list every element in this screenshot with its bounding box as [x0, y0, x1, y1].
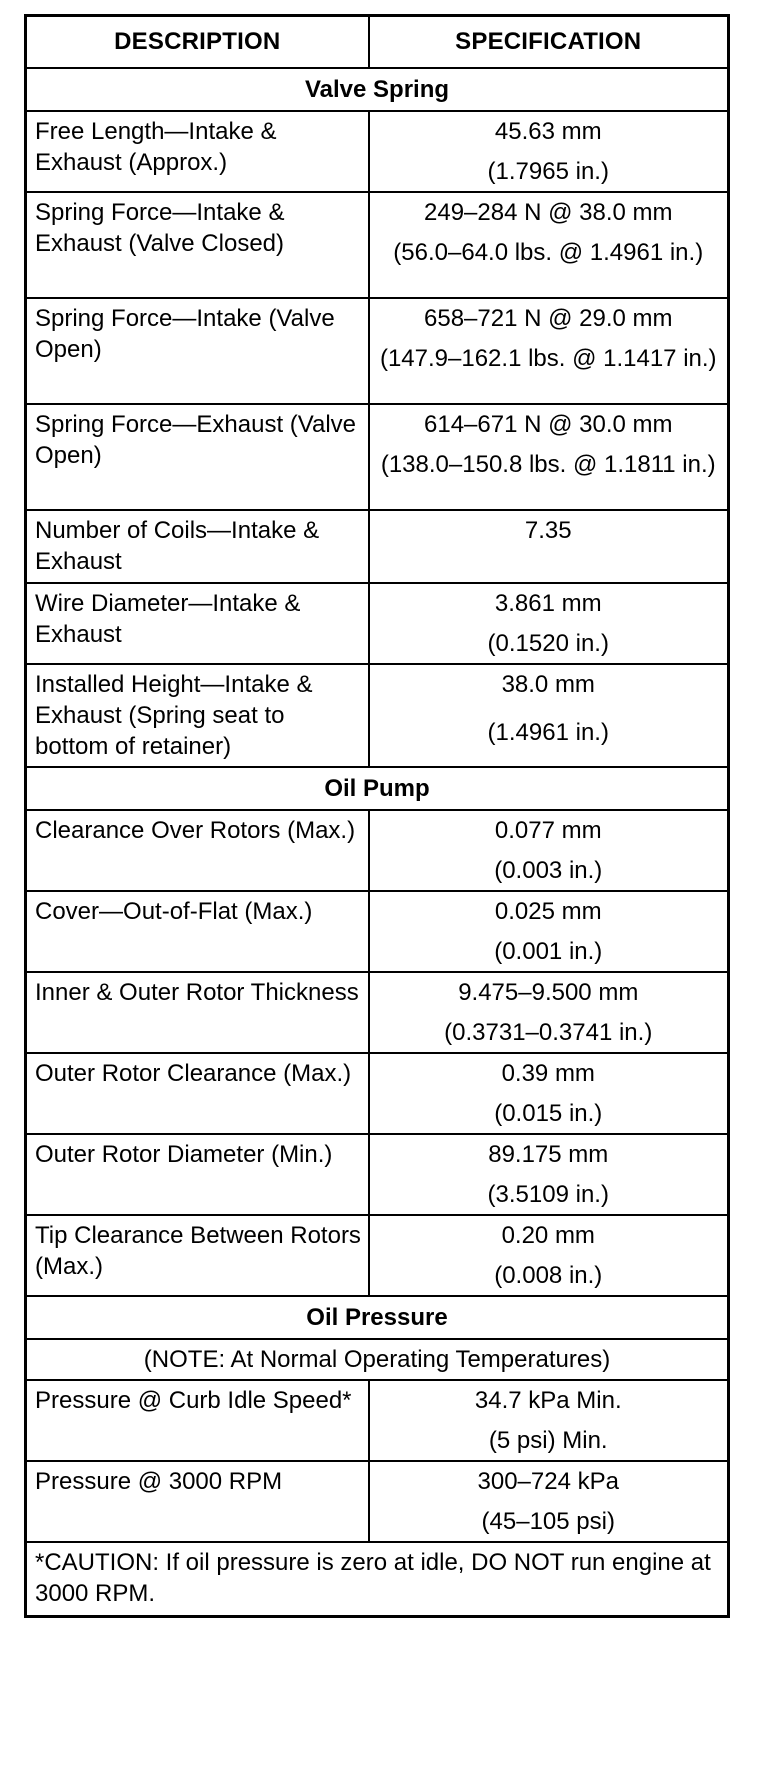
spec-metric: 658–721 N @ 29.0 mm [424, 305, 673, 332]
spec-metric: 614–671 N @ 30.0 mm [424, 411, 673, 438]
spec-imperial: (3.5109 in.) [487, 1181, 609, 1208]
row-description: Number of Coils—Intake & Exhaust [26, 510, 369, 583]
spec-imperial: (45–105 psi) [481, 1508, 615, 1535]
spec-imperial: (5 psi) Min. [488, 1427, 608, 1454]
row-description: Outer Rotor Clearance (Max.) [26, 1053, 369, 1134]
spec-metric: 0.20 mm [501, 1222, 595, 1249]
row-description: Installed Height—Intake & Exhaust (Spring seat to bottom of retainer) [26, 664, 369, 767]
row-description: Free Length—Intake & Exhaust (Approx.) [26, 111, 369, 192]
section-header-oil-pump [26, 767, 729, 810]
row-description: Spring Force—Intake & Exhaust (Valve Closed) [26, 192, 369, 298]
spec-metric: 249–284 N @ 38.0 mm [424, 199, 673, 226]
table-row [26, 972, 729, 1053]
table-row [26, 583, 729, 664]
section-title: Oil Pressure [26, 1296, 729, 1339]
table-row [26, 192, 729, 298]
row-description: Pressure @ 3000 RPM [26, 1461, 369, 1542]
table-row [26, 1053, 729, 1134]
spec-imperial: (147.9–162.1 lbs. @ 1.1417 in.) [379, 345, 717, 372]
row-specification [369, 404, 729, 510]
row-specification [369, 111, 729, 192]
row-description: Clearance Over Rotors (Max.) [26, 810, 369, 891]
section-title: Valve Spring [26, 68, 729, 111]
spec-metric: 34.7 kPa Min. [474, 1387, 622, 1414]
spec-metric: 45.63 mm [494, 118, 602, 145]
spec-imperial: (0.008 in.) [494, 1262, 603, 1289]
row-description: Spring Force—Exhaust (Valve Open) [26, 404, 369, 510]
section-title: Oil Pump [26, 767, 729, 810]
section-note-row [26, 1339, 729, 1380]
table-row [26, 1215, 729, 1296]
row-specification [369, 192, 729, 298]
spec-metric: 9.475–9.500 mm [458, 979, 639, 1006]
table-row [26, 404, 729, 510]
section-note: (NOTE: At Normal Operating Temperatures) [26, 1339, 729, 1380]
table-row [26, 1461, 729, 1542]
row-description: Tip Clearance Between Rotors (Max.) [26, 1215, 369, 1296]
spec-imperial: (1.7965 in.) [487, 158, 609, 185]
row-description: Inner & Outer Rotor Thickness [26, 972, 369, 1053]
row-specification [369, 972, 729, 1053]
specification-table [24, 14, 730, 1618]
spec-imperial: (0.3731–0.3741 in.) [444, 1019, 653, 1046]
table-row [26, 298, 729, 404]
row-description: Cover—Out-of-Flat (Max.) [26, 891, 369, 972]
row-specification [369, 1461, 729, 1542]
description-column-header: DESCRIPTION [26, 16, 369, 69]
table-row [26, 664, 729, 767]
table-row [26, 810, 729, 891]
row-specification [369, 1215, 729, 1296]
row-specification [369, 891, 729, 972]
spec-imperial: (56.0–64.0 lbs. @ 1.4961 in.) [393, 239, 704, 266]
specification-column-header: SPECIFICATION [369, 16, 729, 69]
row-specification [369, 583, 729, 664]
spec-metric: 0.025 mm [494, 898, 602, 925]
table-header-row [26, 16, 729, 69]
row-specification [369, 510, 729, 583]
section-header-valve-spring [26, 68, 729, 111]
table-row [26, 891, 729, 972]
spec-imperial: (0.015 in.) [494, 1100, 603, 1127]
spec-metric: 0.39 mm [501, 1060, 595, 1087]
spec-metric: 300–724 kPa [477, 1468, 619, 1495]
row-description: Spring Force—Intake (Valve Open) [26, 298, 369, 404]
row-specification [369, 1134, 729, 1215]
table-row [26, 1134, 729, 1215]
spec-metric: 89.175 mm [488, 1141, 609, 1168]
row-specification [369, 298, 729, 404]
row-specification [369, 1380, 729, 1461]
section-header-oil-pressure [26, 1296, 729, 1339]
spec-imperial: (0.001 in.) [494, 938, 603, 965]
row-description: Outer Rotor Diameter (Min.) [26, 1134, 369, 1215]
row-specification [369, 1053, 729, 1134]
table-row [26, 1380, 729, 1461]
spec-metric: 38.0 mm [501, 671, 595, 698]
spec-metric: 3.861 mm [494, 590, 602, 617]
spec-imperial: (0.003 in.) [494, 857, 603, 884]
spec-metric: 0.077 mm [494, 817, 602, 844]
row-specification [369, 664, 729, 767]
spec-value: 7.35 [524, 517, 572, 544]
spec-imperial: (138.0–150.8 lbs. @ 1.1811 in.) [380, 451, 716, 478]
row-specification [369, 810, 729, 891]
spec-imperial: (0.1520 in.) [487, 630, 609, 657]
caution-footer-row [26, 1542, 729, 1617]
table-row [26, 111, 729, 192]
row-description: Wire Diameter—Intake & Exhaust [26, 583, 369, 664]
table-row [26, 510, 729, 583]
spec-imperial: (1.4961 in.) [487, 719, 609, 746]
row-description: Pressure @ Curb Idle Speed* [26, 1380, 369, 1461]
caution-note: *CAUTION: If oil pressure is zero at idle, DO NOT run engine at 3000 RPM. [26, 1542, 729, 1617]
